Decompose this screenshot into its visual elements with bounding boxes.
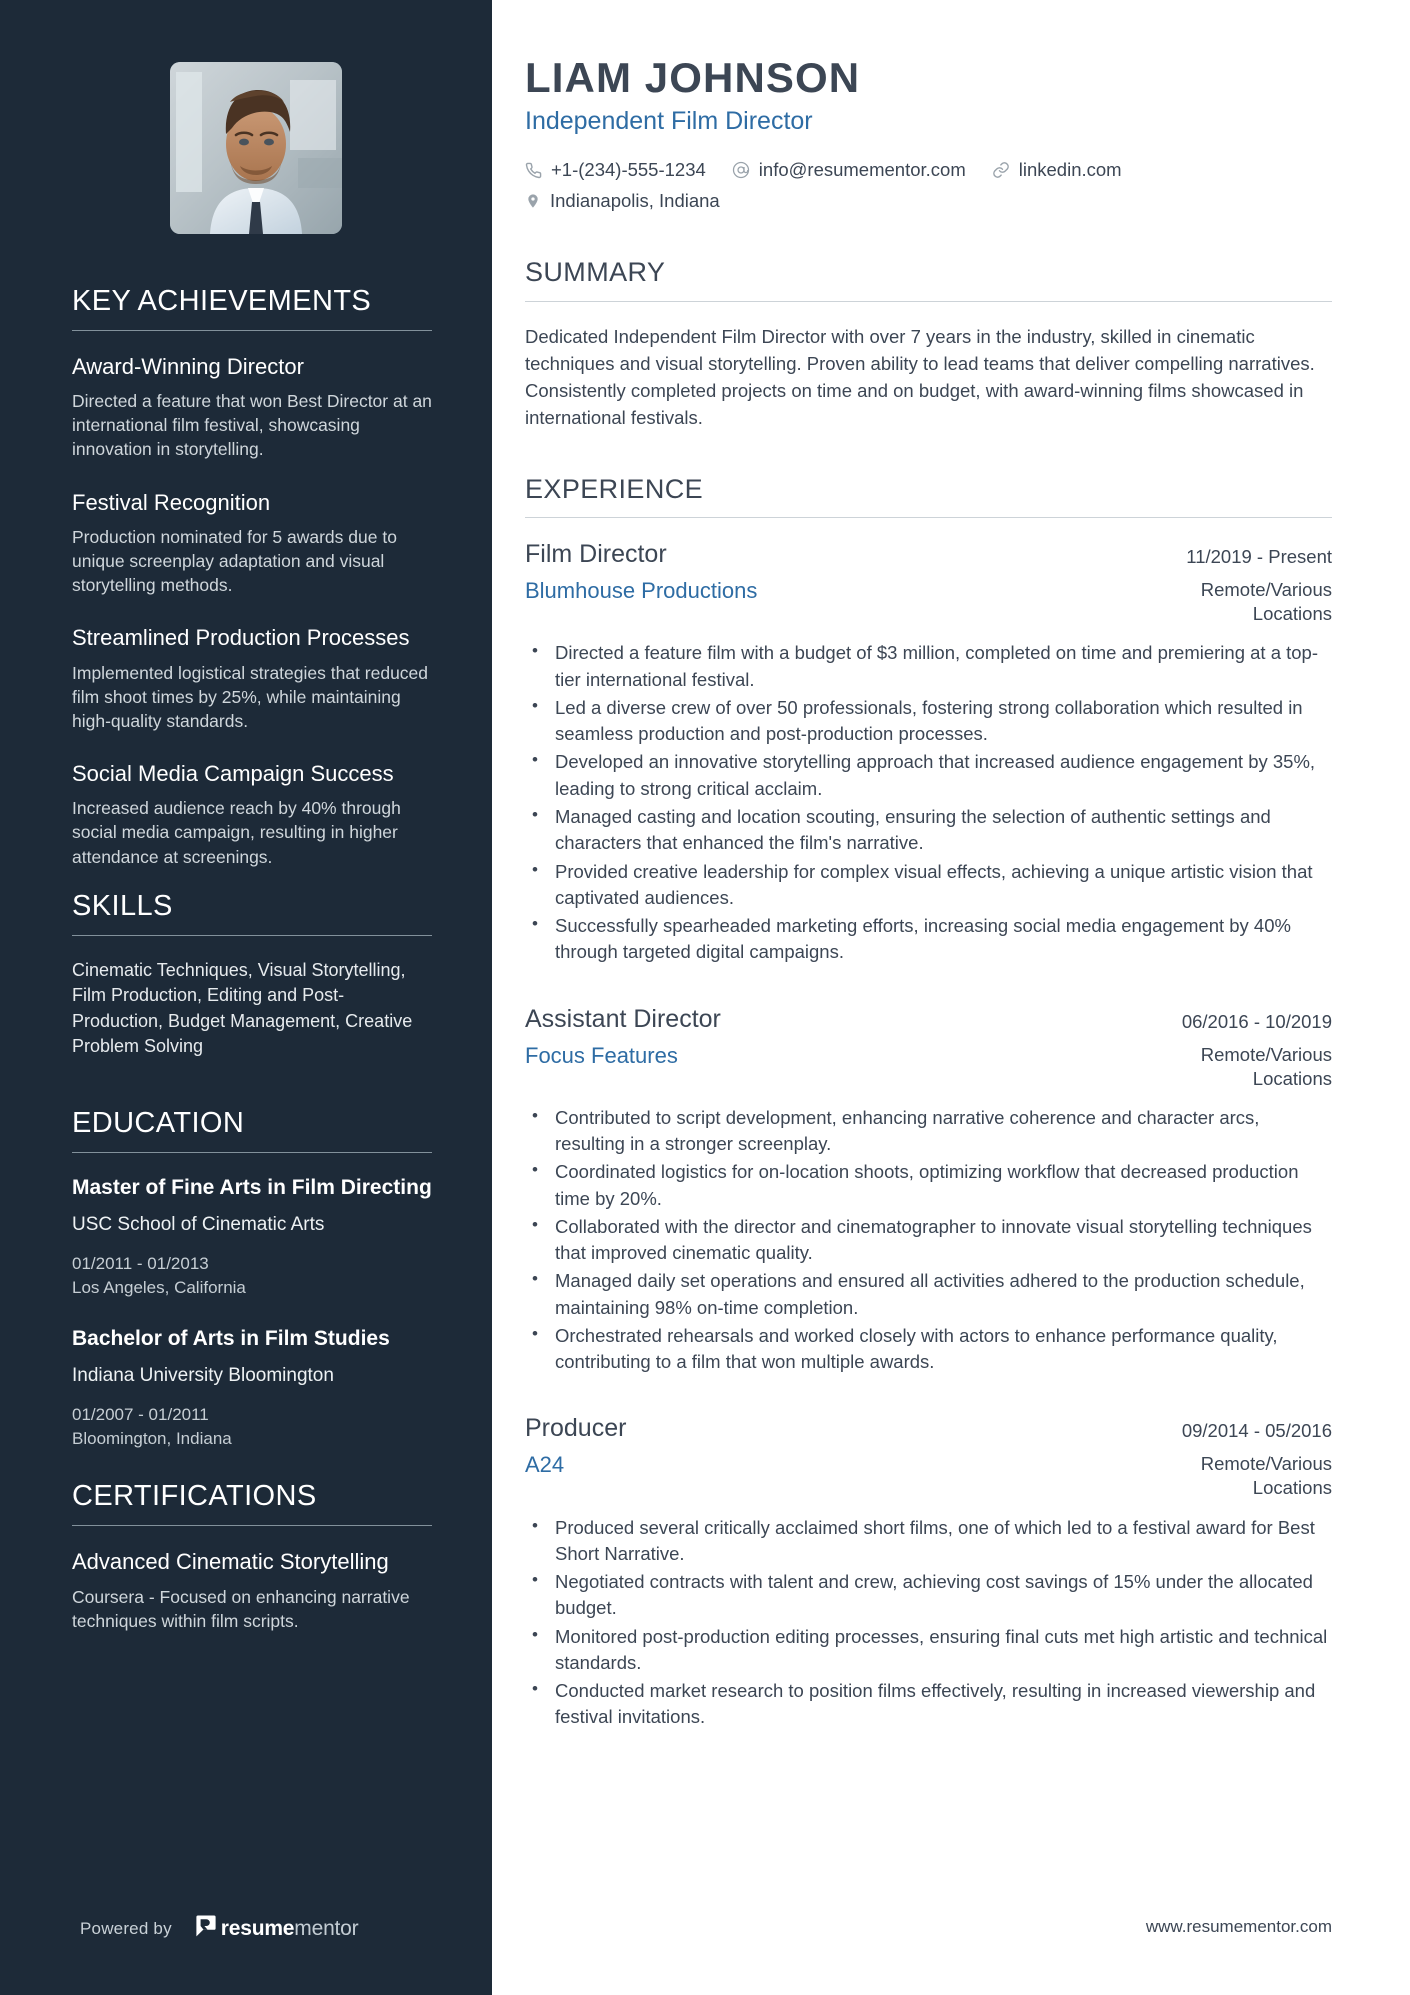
job-role-subtitle: Independent Film Director <box>525 107 813 136</box>
achievement-title: Award-Winning Director <box>72 353 304 379</box>
logo-bold-text: resume <box>220 1916 295 1940</box>
sidebar-footer <box>80 1914 358 1943</box>
list-item: • Collaborated with the director and cinematographer to innovate visual storytelling techniques that improved cinematic quality. <box>525 1214 1332 1267</box>
section-education <box>72 1108 432 1452</box>
experience-location: Remote/Various Locations <box>1200 1043 1332 1089</box>
list-item: • Negotiated contracts with talent and crew, achieving cost savings of 15% under the allocated budget. <box>525 1569 1332 1622</box>
experience-dates: 11/2019 - Present <box>1186 546 1332 568</box>
education-location: Los Angeles, California <box>72 1277 246 1297</box>
list-item: • Produced several critically acclaimed short films, one of which led to a festival award for Best Short Narrative. <box>525 1515 1332 1568</box>
email-icon <box>732 161 750 179</box>
achievement-description: Production nominated for 5 awards due to unique screenplay adaptation and visual storytelling methods. <box>72 526 397 596</box>
website-url[interactable]: www.resumementor.com <box>1145 1917 1332 1936</box>
skills-list: Cinematic Techniques, Visual Storytelling, Film Production, Editing and Post-Production, Budget Management, Creative Problem Solving <box>72 959 413 1057</box>
section-experience <box>525 475 1332 1731</box>
achievement-title: Streamlined Production Processes <box>72 625 410 651</box>
experience-heading: EXPERIENCE <box>525 473 704 504</box>
list-item: • Provided creative leadership for complex visual effects, achieving a unique artistic vision that captivated audiences. <box>525 859 1332 912</box>
list-item: • Orchestrated rehearsals and worked closely with actors to enhance performance quality, contributing to a film that won multiple awards. <box>525 1323 1332 1376</box>
experience-job-title: Film Director <box>525 540 667 569</box>
contact-email[interactable] <box>732 158 966 183</box>
divider <box>72 330 432 331</box>
contact-phone-value: +1-(234)-555-1234 <box>551 158 706 180</box>
certification-description: Coursera - Focused on enhancing narrative techniques within film scripts. <box>72 1586 410 1631</box>
achievement-description: Directed a feature that won Best Director at an international film festival, showcasing innovation in storytelling. <box>72 391 432 460</box>
education-school: Indiana University Bloomington <box>72 1365 334 1387</box>
education-degree: Bachelor of Arts in Film Studies <box>72 1327 390 1350</box>
summary-text: Dedicated Independent Film Director with over 7 years in the industry, skilled in cinematic techniques and visual storytelling. Proven ability to lead teams that deliver compelling narratives. Consistently completed projects on time and on budget, with award-winning films showcased in international festivals. <box>525 325 1315 428</box>
list-item: • Monitored post-production editing processes, ensuring final cuts met high artistic and technical standards. <box>525 1624 1332 1677</box>
experience-item <box>525 539 1332 965</box>
spacer <box>525 1383 1332 1413</box>
experience-location: Remote/Various Locations <box>1200 1453 1332 1499</box>
speech-bubble-icon <box>194 1914 216 1943</box>
list-item: • Conducted market research to position films effectively, resulting in increased viewership and festival invitations. <box>525 1678 1332 1731</box>
key-achievements-heading: KEY ACHIEVEMENTS <box>72 285 372 317</box>
sidebar <box>0 0 492 1995</box>
experience-job-title: Producer <box>525 1414 627 1443</box>
achievement-item <box>72 353 432 462</box>
experience-dates: 09/2014 - 05/2016 <box>1181 1420 1332 1442</box>
education-degree: Master of Fine Arts in Film Directing <box>72 1175 432 1199</box>
divider <box>525 301 1332 302</box>
achievement-item <box>72 489 432 598</box>
divider <box>72 935 432 936</box>
contact-linkedin[interactable] <box>992 158 1122 183</box>
experience-company[interactable]: Focus Features <box>525 1042 678 1068</box>
resumementor-logo <box>194 1914 359 1943</box>
experience-bullet-list <box>525 1105 1332 1376</box>
achievement-item <box>72 624 432 733</box>
education-heading: EDUCATION <box>72 1106 245 1139</box>
experience-company[interactable]: A24 <box>525 1452 565 1478</box>
education-dates: 01/2007 - 01/2011 <box>72 1405 209 1425</box>
experience-header-row <box>525 539 1332 569</box>
experience-item <box>525 1413 1332 1730</box>
experience-bullet-list <box>525 1515 1332 1731</box>
education-meta <box>72 1252 432 1300</box>
experience-company-row <box>525 1043 1332 1091</box>
contact-location <box>525 189 1225 214</box>
phone-icon <box>525 162 542 179</box>
list-item: • Directed a feature film with a budget of $3 million, completed on time and premiering at a top-tier international festival. <box>525 640 1332 693</box>
section-certifications <box>72 1481 432 1632</box>
achievement-description: Increased audience reach by 40% through social media campaign, resulting in higher attendance at screenings. <box>72 798 401 867</box>
contact-bar <box>525 158 1225 214</box>
photo-container <box>0 0 492 234</box>
education-meta <box>72 1403 432 1451</box>
skills-heading: SKILLS <box>72 889 173 922</box>
experience-job-title: Assistant Director <box>525 1004 721 1033</box>
education-item <box>72 1326 432 1451</box>
powered-by-label: Powered by <box>80 1918 172 1938</box>
list-item: • Managed daily set operations and ensured all activities adhered to the production schedule, maintaining 98% on-time completion. <box>525 1268 1332 1321</box>
experience-header-row <box>525 1004 1332 1034</box>
experience-bullet-list <box>525 640 1332 965</box>
contact-linkedin-value: linkedin.com <box>1018 158 1122 180</box>
list-item: • Contributed to script development, enhancing narrative coherence and character arcs, resulting in a stronger screenplay. <box>525 1105 1332 1158</box>
education-location: Bloomington, Indiana <box>72 1429 232 1449</box>
summary-heading: SUMMARY <box>525 256 666 287</box>
education-item <box>72 1175 432 1300</box>
portrait-photo <box>170 62 342 234</box>
section-key-achievements <box>72 286 432 869</box>
achievement-title: Festival Recognition <box>72 489 271 515</box>
location-icon <box>525 192 541 210</box>
experience-company-row <box>525 1452 1332 1500</box>
list-item: • Managed casting and location scouting, ensuring the selection of authentic settings and characters that enhanced the film's narrative. <box>525 804 1332 857</box>
logo-wordmark <box>221 1917 359 1941</box>
experience-company[interactable]: Blumhouse Productions <box>525 578 758 604</box>
page-title: LIAM JOHNSON <box>525 54 861 101</box>
contact-email-value: info@resumementor.com <box>758 158 966 180</box>
achievement-description: Implemented logistical strategies that reduced film shoot times by 25%, while maintaining high-quality standards. <box>72 662 429 731</box>
experience-dates: 06/2016 - 10/2019 <box>1181 1010 1332 1032</box>
divider <box>72 1525 432 1526</box>
certification-title: Advanced Cinematic Storytelling <box>72 1549 389 1575</box>
education-dates: 01/2011 - 01/2013 <box>72 1253 209 1273</box>
divider <box>525 517 1332 518</box>
contact-location-value: Indianapolis, Indiana <box>550 189 720 211</box>
section-summary <box>525 258 1332 431</box>
list-item: • Successfully spearheaded marketing efforts, increasing social media engagement by 40% through targeted digital campaigns. <box>525 913 1332 966</box>
certifications-heading: CERTIFICATIONS <box>72 1480 317 1513</box>
section-skills <box>72 891 432 1060</box>
divider <box>72 1152 432 1153</box>
list-item: • Coordinated logistics for on-location shoots, optimizing workflow that decreased production time by 20%. <box>525 1159 1332 1212</box>
experience-item <box>525 1004 1332 1376</box>
link-icon <box>992 161 1010 179</box>
experience-location: Remote/Various Locations <box>1200 579 1332 625</box>
spacer <box>525 974 1332 1004</box>
logo-light-text: mentor <box>294 1916 359 1940</box>
achievement-title: Social Media Campaign Success <box>72 760 394 786</box>
main-content <box>492 0 1410 1995</box>
achievement-item <box>72 760 432 869</box>
experience-company-row <box>525 578 1332 626</box>
contact-phone[interactable] <box>525 158 706 183</box>
experience-header-row <box>525 1413 1332 1443</box>
education-school: USC School of Cinematic Arts <box>72 1214 325 1236</box>
list-item: • Led a diverse crew of over 50 professionals, fostering strong collaboration which resulted in seamless production and post-production processes. <box>525 695 1332 748</box>
list-item: • Developed an innovative storytelling approach that increased audience engagement by 35%, leading to strong critical acclaim. <box>525 749 1332 802</box>
